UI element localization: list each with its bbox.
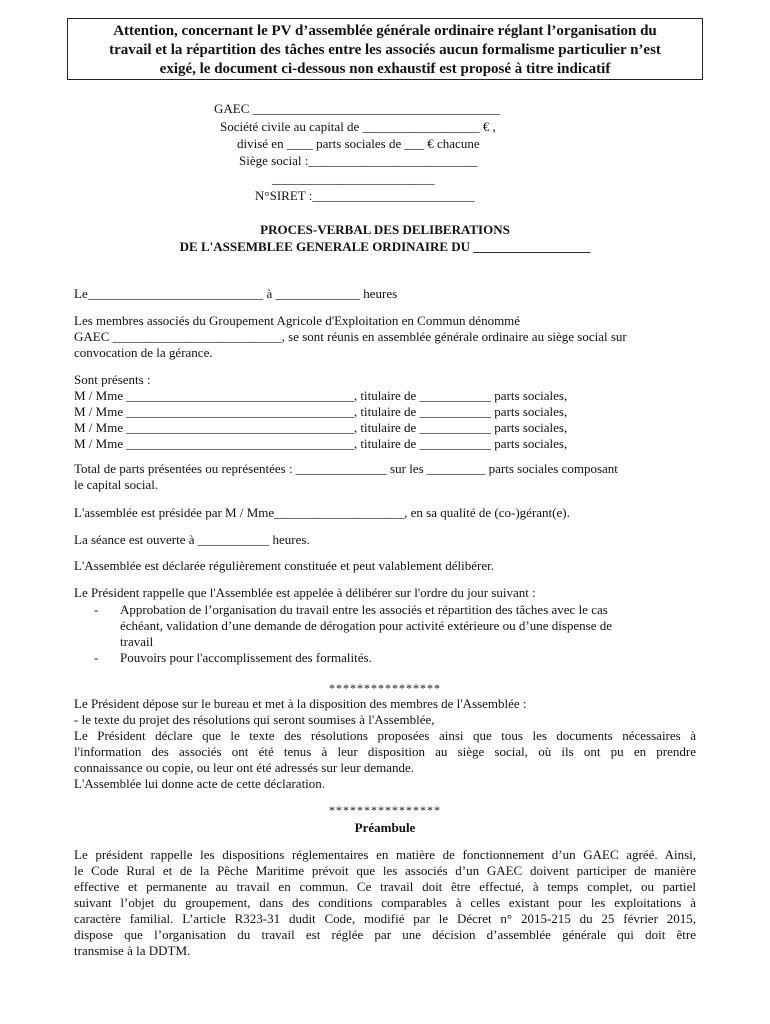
agenda-item-line: Approbation de l’organisation du travail entre les associés et répartition des tâches avec le cas — [120, 602, 608, 617]
paragraph-line: Les membres associés du Groupement Agricole d'Exploitation en Commun dénommé — [74, 313, 521, 328]
agenda-intro: Le Président rappelle que l'Assemblée est appelée à délibérer sur l'ordre du jour suivant : — [74, 585, 536, 600]
paragraph-line: effective et permanente au travail en commun. Ce travail doit être effectué, à temps complet, ou partiel — [74, 879, 696, 894]
paragraph-line: Le Président déclare que le texte des résolutions proposées ainsi que tous les documents nécessaires à — [74, 728, 696, 743]
notice-line: travail et la répartition des tâches entre les associés aucun formalisme particulier n’est — [109, 42, 661, 58]
paragraph-line: Le Président dépose sur le bureau et met à la disposition des membres de l'Assemblée : — [74, 696, 527, 711]
paragraph-line: L'Assemblée lui donne acte de cette déclaration. — [74, 776, 326, 791]
paragraph-line: transmise à la DDTM. — [74, 943, 191, 958]
paragraph-line: Total de parts présentées ou représentées : ______________ sur les _________ parts sociales composant — [74, 461, 618, 476]
paragraph-line: connaissance ou copie, ou leur ont été adressés sur leur demande. — [74, 760, 415, 775]
title-line: DE L'ASSEMBLEE GENERALE ORDINAIRE DU __________________ — [179, 239, 591, 254]
paragraph-line: le Code Rural et de la Pêche Maritime prévoit que les associés d’un GAEC doivent participer de manière — [74, 863, 696, 878]
seat-field-line2: _________________________ — [272, 171, 435, 186]
deposit-paragraph — [74, 696, 696, 792]
bullet-dash: - — [94, 650, 99, 665]
separator: **************** — [329, 803, 441, 817]
paragraph-line: l'information des associés ont été tenus à leur disposition au siège social, où ils ont pu en prendre — [74, 744, 696, 759]
title-line: PROCES-VERBAL DES DELIBERATIONS — [260, 222, 510, 237]
notice-box — [67, 18, 703, 80]
member-row: M / Mme ___________________________________, titulaire de ___________ parts sociales, — [74, 436, 568, 451]
agenda-item-line: travail — [120, 634, 154, 649]
opened-line: La séance est ouverte à ___________ heures. — [74, 532, 310, 547]
capital-field: Société civile au capital de __________________ € , — [220, 119, 496, 134]
total-shares-paragraph — [74, 461, 696, 493]
preamble-paragraph — [74, 847, 696, 959]
member-row: M / Mme ___________________________________, titulaire de ___________ parts sociales, — [74, 388, 568, 403]
bullet-dash: - — [94, 602, 99, 617]
shares-field: divisé en ____ parts sociales de ___ € chacune — [237, 136, 480, 151]
paragraph-line: caractère familial. L’article R323-31 dudit Code, modifié par le Décret n° 2015-215 du 25 février 2015, — [74, 911, 696, 926]
paragraph-line: - le texte du projet des résolutions qui seront soumises à l'Assemblée, — [74, 712, 435, 727]
date-line: Le___________________________ à _____________ heures — [74, 286, 398, 301]
agenda-item-text: Pouvoirs pour l'accomplissement des formalités. — [120, 650, 372, 665]
preamble-heading: Préambule — [354, 820, 416, 835]
paragraph-line: le capital social. — [74, 477, 159, 492]
constituted-line: L'Assemblée est déclarée régulièrement constituée et peut valablement délibérer. — [74, 558, 494, 573]
siret-field: N°SIRET :_________________________ — [255, 188, 475, 203]
intro-paragraph — [74, 313, 696, 361]
gaec-name-field: GAEC ______________________________________ — [214, 101, 500, 116]
paragraph-line: GAEC __________________________, se sont réunis en assemblée générale ordinaire au siège social sur — [74, 329, 627, 344]
present-members — [74, 372, 696, 452]
agenda-item-text — [120, 602, 686, 650]
seat-field: Siège social :__________________________ — [239, 153, 478, 168]
separator: **************** — [329, 681, 441, 695]
notice-line: exigé, le document ci-dessous non exhaustif est proposé à titre indicatif — [159, 61, 611, 77]
agenda-item — [94, 650, 694, 666]
member-row: M / Mme ___________________________________, titulaire de ___________ parts sociales, — [74, 420, 568, 435]
agenda-item — [94, 602, 694, 650]
paragraph-line: suivant l’objet du groupement, dans des conditions comparables à celles existant pour les exploitations à — [74, 895, 696, 910]
presided-line: L'assemblée est présidée par M / Mme____________________, en sa qualité de (co-)gérant(e). — [74, 505, 570, 520]
agenda-item-line: échéant, validation d’une demande de dérogation pour activité extérieure ou d’une dispense de — [120, 618, 613, 633]
paragraph-line: Le président rappelle les dispositions réglementaires en matière de fonctionnement d’un GAEC agréé. Ainsi, — [74, 847, 696, 862]
notice-line: Attention, concernant le PV d’assemblée générale ordinaire réglant l’organisation du — [113, 23, 657, 39]
member-row: M / Mme ___________________________________, titulaire de ___________ parts sociales, — [74, 404, 568, 419]
paragraph-line: convocation de la gérance. — [74, 345, 213, 360]
paragraph-line: dispose que l’organisation du travail est réglée par une décision d’assemblée générale qui doit être — [74, 927, 696, 942]
present-heading: Sont présents : — [74, 372, 151, 387]
